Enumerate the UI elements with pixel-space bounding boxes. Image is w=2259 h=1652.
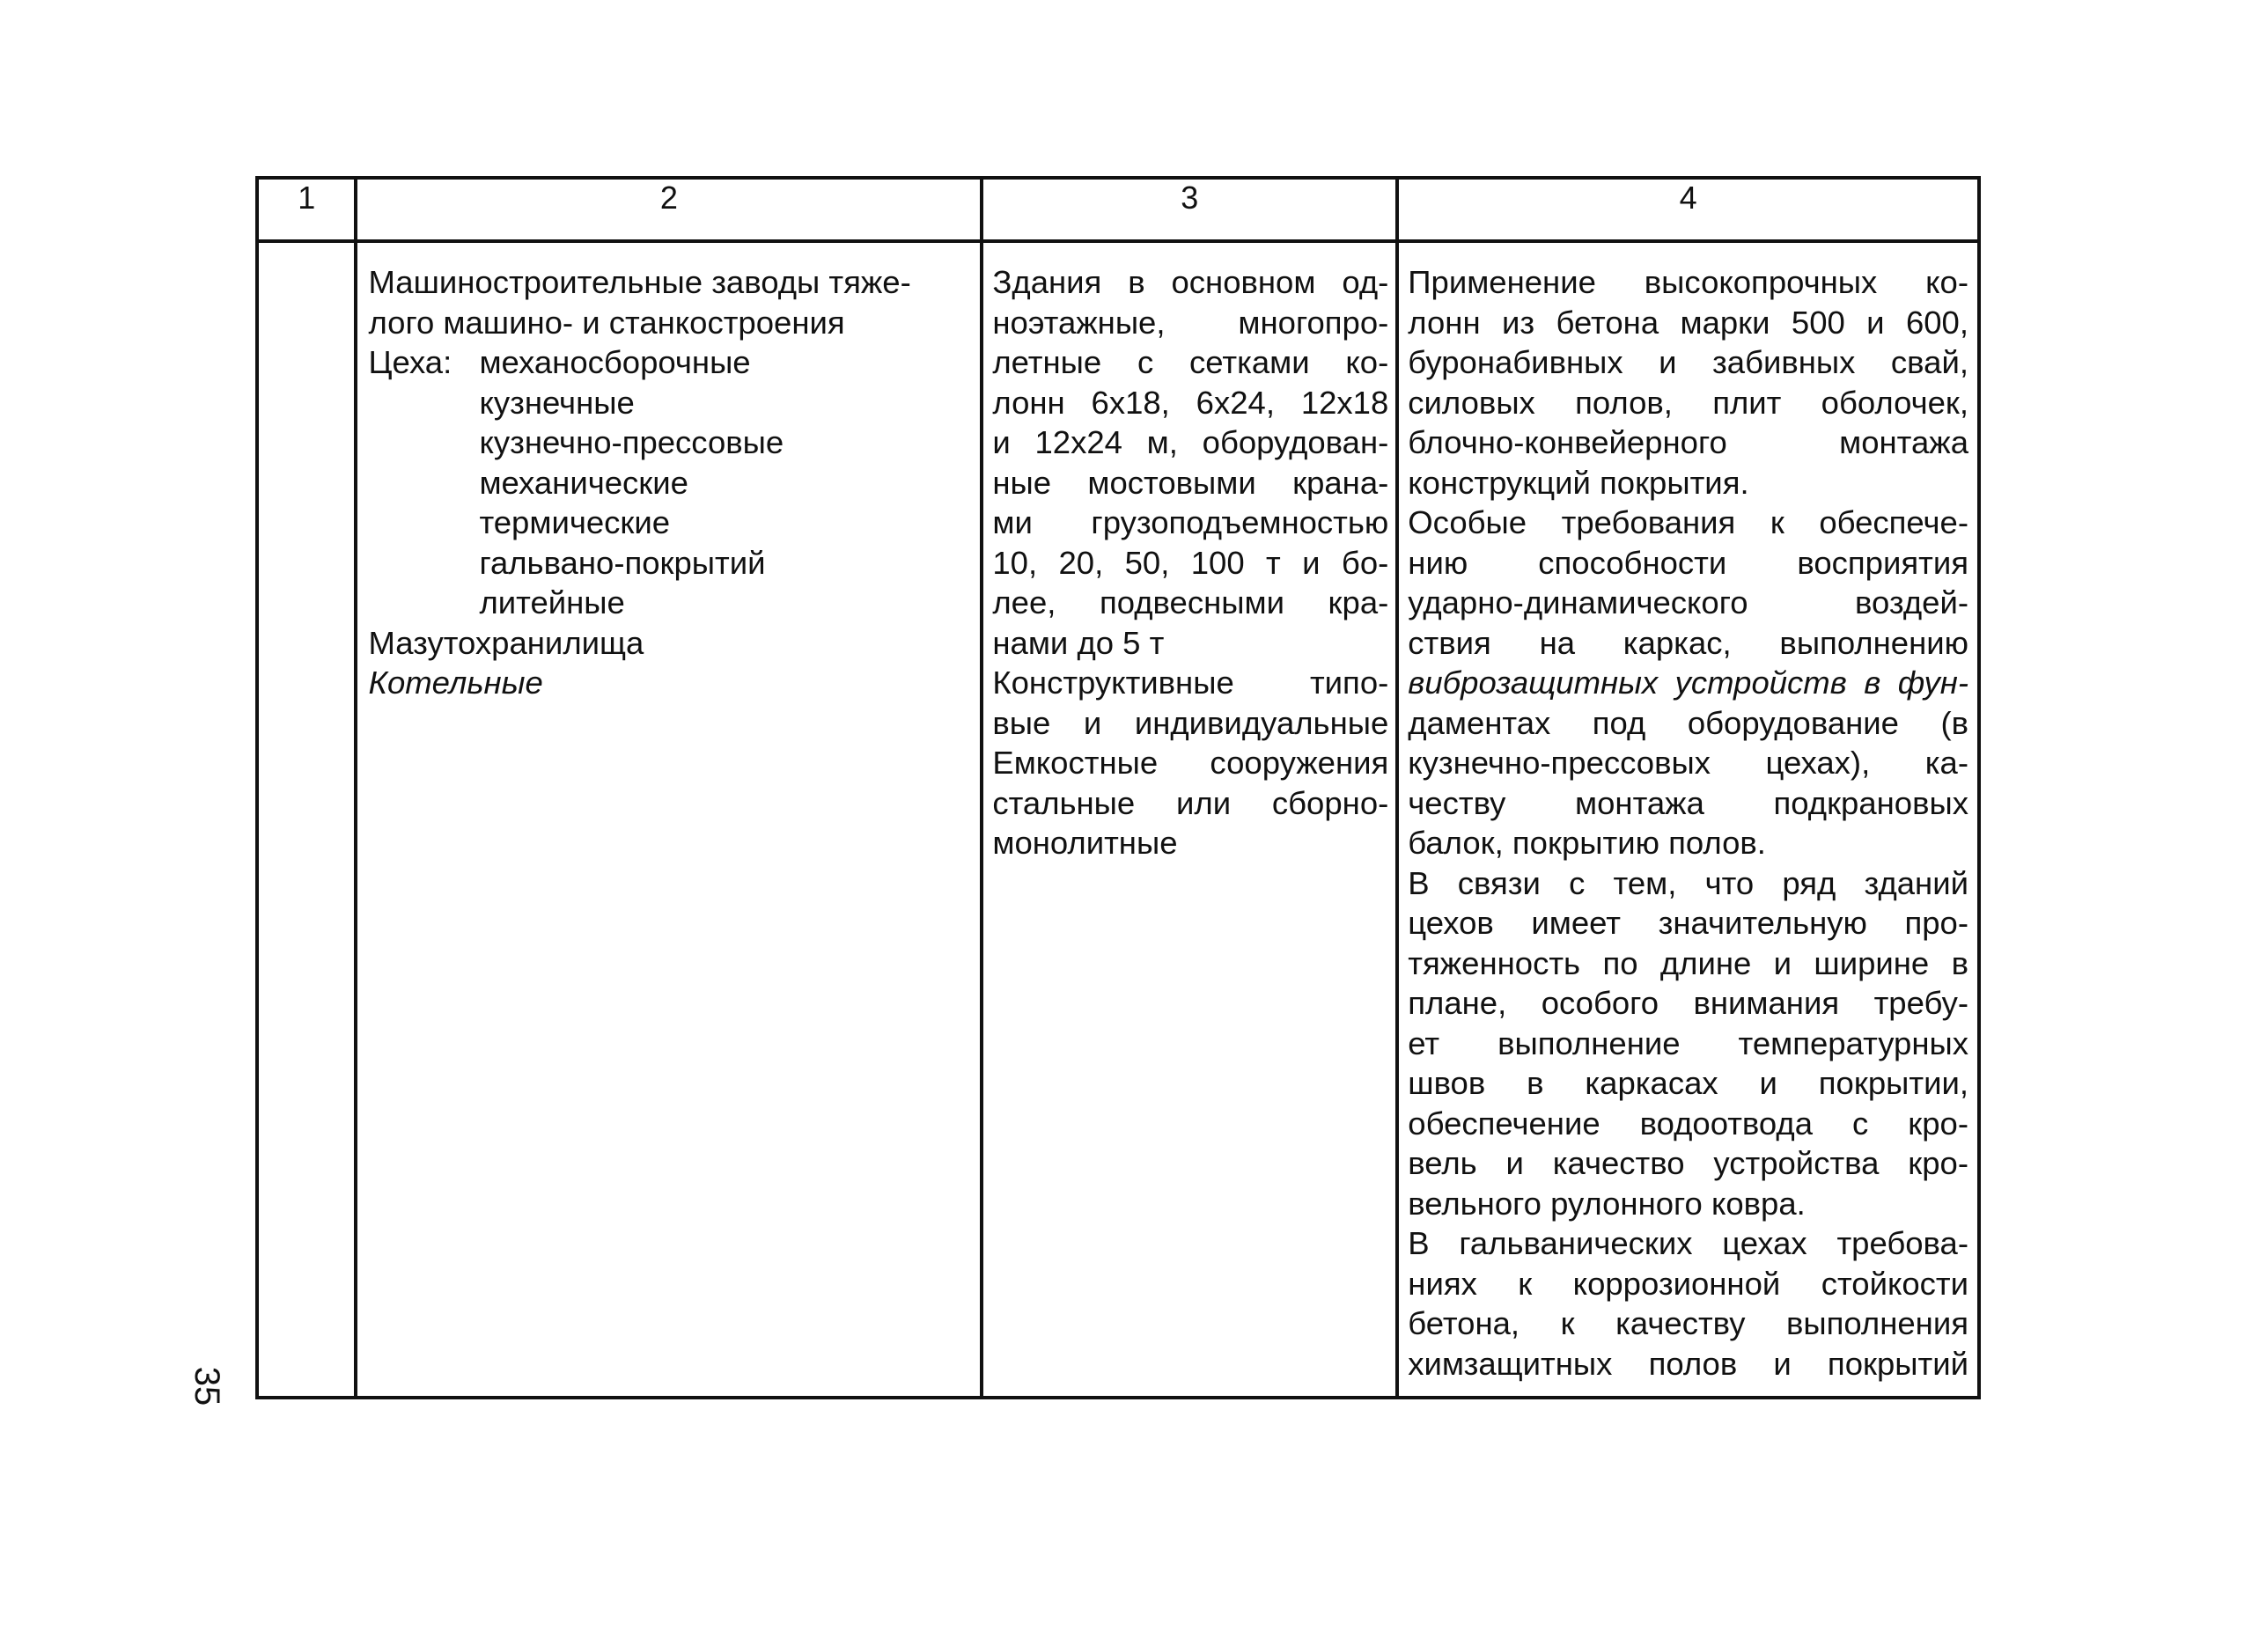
col4-line: цехов имеет значительную про-	[1408, 905, 1968, 941]
col4-line: кузнечно-прессовых цехах), ка-	[1408, 745, 1968, 781]
col4-line: вельного рулонного ковра.	[1408, 1185, 1806, 1222]
col3-line: ми грузоподъемностью	[992, 504, 1389, 540]
page-number: 35	[188, 1366, 226, 1406]
cell-col1	[257, 241, 356, 1398]
col4-line: вель и качество устройства кро-	[1408, 1145, 1968, 1181]
col3-line: ноэтажные, многопро-	[992, 304, 1389, 341]
shops-line	[368, 342, 975, 383]
col4-line: В связи с тем, что ряд зданий	[1408, 864, 1968, 901]
col3-line: 10, 20, 50, 100 т и бо-	[992, 544, 1389, 581]
header-row	[257, 178, 1979, 241]
boiler-houses-line: Котельные	[368, 664, 543, 701]
col4-line: конструкций покрытия.	[1408, 464, 1749, 501]
col4-line: бетона, к качеству выполнения	[1408, 1305, 1968, 1341]
col3-line: летные с сетками ко-	[992, 344, 1389, 380]
cell-col2	[356, 241, 982, 1398]
col3-line: ные мостовыми крана-	[992, 464, 1389, 501]
col3-line: лее, подвесными кра-	[992, 584, 1389, 620]
col4-line: балок, покрытию полов.	[1408, 825, 1766, 861]
col4-line: буронабивных и забивных свай,	[1408, 344, 1968, 380]
cell-col3	[982, 241, 1397, 1398]
col4-line: ет выполнение температурных	[1408, 1024, 1968, 1061]
col4-line: тяженность по длине и ширине в	[1408, 944, 1968, 981]
shops-label: Цеха:	[368, 344, 453, 380]
col4-line: ствия на каркас, выполнению	[1408, 624, 1968, 661]
fuel-storage-line: Мазутохранилища	[368, 624, 644, 661]
shop-item: механосборочные	[479, 344, 751, 380]
col4-line: даментах под оборудование (в	[1408, 704, 1968, 741]
col3-line: монолитные	[992, 825, 1178, 861]
col4-line: ударно-динамического воздей-	[1408, 584, 1968, 620]
enterprise-title-line: Машиностроительные заводы тяже-	[368, 264, 911, 300]
col4-line: нию способности восприятия	[1408, 544, 1968, 581]
col3-line: Конструктивные типо-	[992, 664, 1389, 701]
shop-item: термические	[479, 504, 671, 540]
col4-line: Применение высокопрочных ко-	[1408, 264, 1968, 300]
column-header-1: 1	[257, 178, 356, 241]
cell-col4	[1397, 241, 1979, 1398]
col3-line: лонн 6х18, 6х24, 12х18	[992, 384, 1389, 421]
col4-line: виброзащитных устройств в фун-	[1408, 664, 1968, 701]
col4-line: обеспечение водоотвода с кро-	[1408, 1105, 1968, 1142]
col4-line: ниях к коррозионной стойкости	[1408, 1265, 1968, 1302]
shop-item: гальвано-покрытий	[479, 544, 766, 581]
col4-line: блочно-конвейерного монтажа	[1408, 424, 1968, 460]
column-header-2: 2	[356, 178, 982, 241]
shop-item: литейные	[479, 584, 625, 620]
shop-item: кузнечно-прессовые	[479, 424, 784, 460]
col4-line: честву монтажа подкрановых	[1408, 784, 1968, 821]
col3-line: стальные или сборно-	[992, 784, 1389, 821]
table-row	[257, 241, 1979, 1398]
col4-line: плане, особого внимания требу-	[1408, 985, 1968, 1021]
col3-line: и 12х24 м, оборудован-	[992, 424, 1389, 460]
col4-line: химзащитных полов и покрытий	[1408, 1345, 1968, 1382]
enterprise-title-line: лого машино- и станкостроения	[368, 304, 845, 341]
shop-item: механические	[479, 464, 688, 501]
col4-line: лонн из бетона марки 500 и 600,	[1408, 304, 1968, 341]
col4-line: швов в каркасах и покрытии,	[1408, 1065, 1968, 1101]
col4-line: Особые требования к обеспече-	[1408, 504, 1968, 540]
col3-line: вые и индивидуальные	[992, 704, 1389, 741]
column-header-3: 3	[982, 178, 1397, 241]
shop-item: кузнечные	[479, 384, 635, 421]
col3-line: Емкостные сооружения	[992, 745, 1389, 781]
col4-line: В гальванических цехах требова-	[1408, 1225, 1968, 1261]
col3-line: Здания в основном од-	[992, 264, 1389, 300]
col4-line: силовых полов, плит оболочек,	[1408, 384, 1968, 421]
column-header-4: 4	[1397, 178, 1979, 241]
requirements-table	[255, 176, 1981, 1399]
col3-line: нами до 5 т	[992, 624, 1165, 661]
